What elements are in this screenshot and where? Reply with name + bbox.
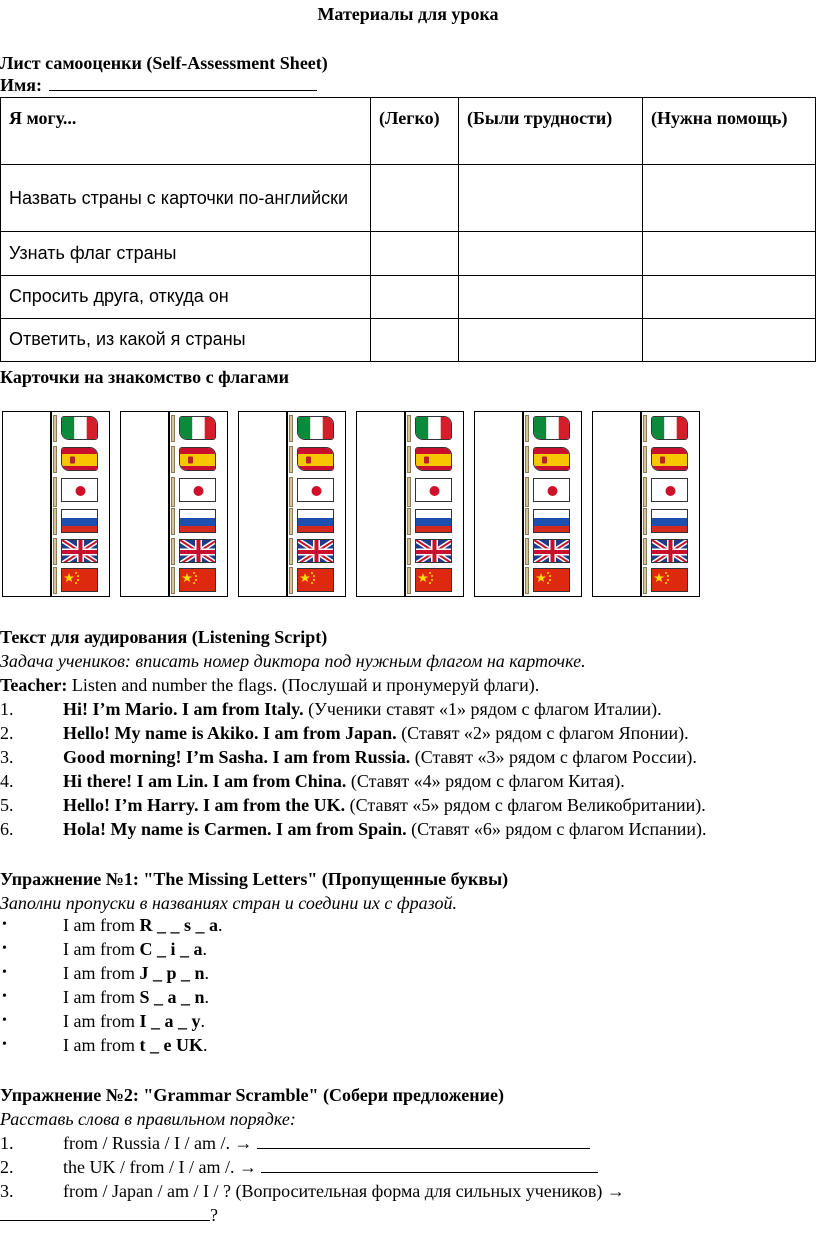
flagpole-icon bbox=[525, 446, 529, 473]
exercise1-task: Заполни пропуски в названиях стран и соедини их с фразой. bbox=[0, 893, 457, 913]
flagpole-icon bbox=[289, 567, 293, 594]
self-assessment-table bbox=[0, 97, 816, 362]
teacher-text: Listen and number the flags. (Послушай и пронумеруй флаги). bbox=[67, 675, 540, 695]
table-row-label: Ответить, из какой я страны bbox=[1, 318, 371, 361]
listening-task: Задача учеников: вписать номер диктора под нужным флагом на карточке. bbox=[0, 651, 586, 671]
japan-flag-icon bbox=[415, 478, 452, 502]
name-field[interactable] bbox=[49, 74, 317, 91]
japan-flag-icon bbox=[651, 478, 688, 502]
china-flag-icon bbox=[651, 568, 688, 592]
flagpole-icon bbox=[171, 446, 175, 473]
teacher-line bbox=[0, 674, 539, 696]
check-cell[interactable] bbox=[459, 318, 643, 361]
list-item bbox=[63, 794, 706, 816]
item-prefix: I am from bbox=[63, 939, 140, 959]
flagpole-icon bbox=[643, 415, 647, 442]
check-cell[interactable] bbox=[371, 318, 459, 361]
flagpole-icon bbox=[289, 477, 293, 507]
list-item bbox=[63, 1180, 625, 1202]
flagpole-icon bbox=[53, 508, 57, 535]
russia-flag-icon bbox=[651, 509, 688, 533]
card-divider bbox=[404, 412, 406, 596]
spain-flag-icon bbox=[651, 447, 688, 471]
check-cell[interactable] bbox=[371, 275, 459, 318]
list-item bbox=[63, 986, 209, 1008]
flag-column bbox=[404, 412, 461, 596]
flagpole-icon bbox=[53, 567, 57, 594]
check-cell[interactable] bbox=[643, 275, 816, 318]
item-prefix: I am from bbox=[63, 963, 140, 983]
flag-cards-heading: Карточки на знакомство с флагами bbox=[0, 367, 289, 387]
scrambled-words: the UK / from / I / am /. → bbox=[63, 1157, 257, 1177]
uk-flag-icon bbox=[651, 539, 688, 563]
missing-letters-word[interactable]: t _ e UK bbox=[139, 1035, 203, 1055]
china-flag-icon bbox=[297, 568, 334, 592]
bullet-icon: • bbox=[2, 1013, 7, 1028]
flagpole-icon bbox=[643, 567, 647, 594]
answer-blank[interactable] bbox=[261, 1158, 598, 1173]
item-suffix: . bbox=[202, 939, 207, 959]
flagpole-icon bbox=[643, 446, 647, 473]
spain-flag-icon bbox=[415, 447, 452, 471]
flagpole-icon bbox=[407, 477, 411, 507]
student-note: (Ставят «3» рядом с флагом России). bbox=[410, 747, 697, 767]
student-note: (Ученики ставят «1» рядом с флагом Италии). bbox=[303, 699, 662, 719]
list-item bbox=[63, 1156, 598, 1178]
italy-flag-icon bbox=[61, 416, 98, 440]
flagpole-icon bbox=[171, 567, 175, 594]
russia-flag-icon bbox=[61, 509, 98, 533]
bullet-icon: • bbox=[2, 989, 7, 1004]
japan-flag-icon bbox=[179, 478, 216, 502]
student-note: (Ставят «4» рядом с флагом Китая). bbox=[346, 771, 625, 791]
flagpole-icon bbox=[407, 446, 411, 473]
missing-letters-word[interactable]: C _ i _ a bbox=[139, 939, 203, 959]
bullet-icon: • bbox=[2, 965, 7, 980]
china-flag-icon bbox=[533, 568, 570, 592]
flag-card[interactable] bbox=[592, 411, 700, 597]
flag-card[interactable] bbox=[356, 411, 464, 597]
bullet-icon: • bbox=[2, 917, 7, 932]
flagpole-icon bbox=[171, 415, 175, 442]
item-suffix: . bbox=[218, 915, 223, 935]
flagpole-icon bbox=[289, 446, 293, 473]
flagpole-icon bbox=[525, 567, 529, 594]
student-note: (Ставят «6» рядом с флагом Испании). bbox=[406, 819, 707, 839]
check-cell[interactable] bbox=[371, 165, 459, 232]
exercise1-heading: Упражнение №1: "The Missing Letters" (Пропущенные буквы) bbox=[0, 869, 509, 889]
russia-flag-icon bbox=[415, 509, 452, 533]
item-suffix: . bbox=[200, 1011, 205, 1031]
list-item bbox=[63, 1132, 590, 1154]
list-number: 3. bbox=[0, 1181, 14, 1201]
bullet-icon: • bbox=[2, 941, 7, 956]
china-flag-icon bbox=[179, 568, 216, 592]
student-note: (Ставят «5» рядом с флагом Великобритании). bbox=[345, 795, 706, 815]
answer-line bbox=[0, 1204, 218, 1226]
card-divider bbox=[168, 412, 170, 596]
flagpole-icon bbox=[407, 567, 411, 594]
item-prefix: I am from bbox=[63, 1035, 140, 1055]
list-item bbox=[63, 698, 662, 720]
check-cell[interactable] bbox=[643, 165, 816, 232]
item-suffix: . bbox=[204, 963, 210, 983]
japan-flag-icon bbox=[61, 478, 98, 502]
name-row bbox=[0, 74, 317, 96]
name-label: Имя: bbox=[0, 75, 42, 95]
card-divider bbox=[522, 412, 524, 596]
list-item bbox=[63, 1034, 207, 1056]
check-cell[interactable] bbox=[459, 232, 643, 275]
speaker-line: Hello! I’m Harry. I am from the UK. bbox=[63, 795, 346, 815]
card-divider bbox=[640, 412, 642, 596]
teacher-label: Teacher: bbox=[0, 675, 68, 695]
list-item bbox=[63, 770, 625, 792]
scrambled-words: from / Russia / I / am /. → bbox=[63, 1133, 253, 1153]
column-header-i-can: Я могу... bbox=[1, 98, 371, 165]
flagpole-icon bbox=[289, 538, 293, 565]
list-number: 2. bbox=[0, 723, 14, 743]
uk-flag-icon bbox=[533, 539, 570, 563]
flagpole-icon bbox=[53, 415, 57, 442]
exercise2-task: Расставь слова в правильном порядке: bbox=[0, 1109, 296, 1129]
flag-column bbox=[640, 412, 697, 596]
italy-flag-icon bbox=[415, 416, 452, 440]
list-number: 6. bbox=[0, 819, 14, 839]
flagpole-icon bbox=[525, 508, 529, 535]
uk-flag-icon bbox=[179, 539, 216, 563]
list-item bbox=[63, 818, 707, 840]
flag-column bbox=[286, 412, 343, 596]
list-number: 3. bbox=[0, 747, 14, 767]
uk-flag-icon bbox=[61, 539, 98, 563]
item-prefix: I am from bbox=[63, 987, 140, 1007]
china-flag-icon bbox=[61, 568, 98, 592]
flagpole-icon bbox=[407, 508, 411, 535]
flagpole-icon bbox=[171, 508, 175, 535]
item-suffix: . bbox=[204, 987, 210, 1007]
flag-card[interactable] bbox=[238, 411, 346, 597]
list-item bbox=[63, 962, 209, 984]
russia-flag-icon bbox=[179, 509, 216, 533]
flagpole-icon bbox=[643, 477, 647, 507]
flag-column bbox=[50, 412, 107, 596]
china-flag-icon bbox=[415, 568, 452, 592]
answer-blank[interactable] bbox=[0, 1206, 210, 1221]
speaker-line: Hello! My name is Akiko. I am from Japan. bbox=[63, 723, 397, 743]
flagpole-icon bbox=[171, 477, 175, 507]
flagpole-icon bbox=[407, 415, 411, 442]
list-item bbox=[63, 914, 223, 936]
table-row-label: Назвать страны с карточки по-английски bbox=[1, 165, 371, 232]
flag-card[interactable] bbox=[2, 411, 110, 597]
italy-flag-icon bbox=[651, 416, 688, 440]
japan-flag-icon bbox=[297, 478, 334, 502]
italy-flag-icon bbox=[179, 416, 216, 440]
listening-heading: Текст для аудирования (Listening Script) bbox=[0, 627, 328, 647]
flagpole-icon bbox=[525, 415, 529, 442]
missing-letters-word[interactable]: R _ _ s _ a bbox=[139, 915, 218, 935]
list-item bbox=[63, 722, 689, 744]
flagpole-icon bbox=[53, 446, 57, 473]
flag-card[interactable] bbox=[120, 411, 228, 597]
list-number: 1. bbox=[0, 699, 14, 719]
missing-letters-word[interactable]: J _ p _ n bbox=[139, 963, 205, 983]
list-item bbox=[63, 746, 697, 768]
list-number: 2. bbox=[0, 1157, 14, 1177]
answer-blank[interactable] bbox=[257, 1134, 590, 1149]
spain-flag-icon bbox=[61, 447, 98, 471]
missing-letters-word[interactable]: S _ a _ n bbox=[139, 987, 205, 1007]
flagpole-icon bbox=[407, 538, 411, 565]
italy-flag-icon bbox=[533, 416, 570, 440]
flagpole-icon bbox=[525, 538, 529, 565]
speaker-line: Hi! I’m Mario. I am from Italy. bbox=[63, 699, 304, 719]
flagpole-icon bbox=[643, 538, 647, 565]
spain-flag-icon bbox=[297, 447, 334, 471]
flag-card[interactable] bbox=[474, 411, 582, 597]
item-prefix: I am from bbox=[63, 1011, 140, 1031]
russia-flag-icon bbox=[533, 509, 570, 533]
speaker-line: Good morning! I’m Sasha. I am from Russia. bbox=[63, 747, 411, 767]
check-cell[interactable] bbox=[643, 318, 816, 361]
item-suffix: . bbox=[202, 1035, 208, 1055]
russia-flag-icon bbox=[297, 509, 334, 533]
flagpole-icon bbox=[53, 477, 57, 507]
flag-column bbox=[522, 412, 579, 596]
list-item bbox=[63, 938, 207, 960]
page-title: Материалы для урока bbox=[317, 4, 499, 24]
student-note: (Ставят «2» рядом с флагом Японии). bbox=[396, 723, 689, 743]
spain-flag-icon bbox=[533, 447, 570, 471]
check-cell[interactable] bbox=[643, 232, 816, 275]
list-number: 5. bbox=[0, 795, 14, 815]
exercise2-heading: Упражнение №2: "Grammar Scramble" (Собери предложение) bbox=[0, 1085, 504, 1105]
spain-flag-icon bbox=[179, 447, 216, 471]
column-header-easy: (Легко) bbox=[371, 98, 459, 165]
flagpole-icon bbox=[289, 508, 293, 535]
answer-end: ? bbox=[210, 1205, 218, 1225]
japan-flag-icon bbox=[533, 478, 570, 502]
speaker-line: Hi there! I am Lin. I am from China. bbox=[63, 771, 347, 791]
flagpole-icon bbox=[525, 477, 529, 507]
scrambled-words: from / Japan / am / I / ? (Вопросительная форма для сильных учеников) → bbox=[63, 1181, 625, 1201]
italy-flag-icon bbox=[297, 416, 334, 440]
card-divider bbox=[286, 412, 288, 596]
table-row-label: Спросить друга, откуда он bbox=[1, 275, 371, 318]
flagpole-icon bbox=[289, 415, 293, 442]
card-divider bbox=[50, 412, 52, 596]
flag-column bbox=[168, 412, 225, 596]
list-item bbox=[63, 1010, 205, 1032]
flagpole-icon bbox=[171, 538, 175, 565]
uk-flag-icon bbox=[415, 539, 452, 563]
self-assessment-heading: Лист самооценки (Self-Assessment Sheet) bbox=[0, 53, 328, 73]
list-number: 4. bbox=[0, 771, 14, 791]
flagpole-icon bbox=[53, 538, 57, 565]
table-row-label: Узнать флаг страны bbox=[1, 232, 371, 275]
check-cell[interactable] bbox=[459, 275, 643, 318]
list-number: 1. bbox=[0, 1133, 14, 1153]
speaker-line: Hola! My name is Carmen. I am from Spain. bbox=[63, 819, 407, 839]
item-prefix: I am from bbox=[63, 915, 140, 935]
missing-letters-word[interactable]: I _ a _ y bbox=[139, 1011, 201, 1031]
check-cell[interactable] bbox=[371, 232, 459, 275]
bullet-icon: • bbox=[2, 1037, 7, 1052]
column-header-need-help: (Нужна помощь) bbox=[643, 98, 816, 165]
column-header-difficulties: (Были трудности) bbox=[459, 98, 643, 165]
uk-flag-icon bbox=[297, 539, 334, 563]
check-cell[interactable] bbox=[459, 165, 643, 232]
flagpole-icon bbox=[643, 508, 647, 535]
